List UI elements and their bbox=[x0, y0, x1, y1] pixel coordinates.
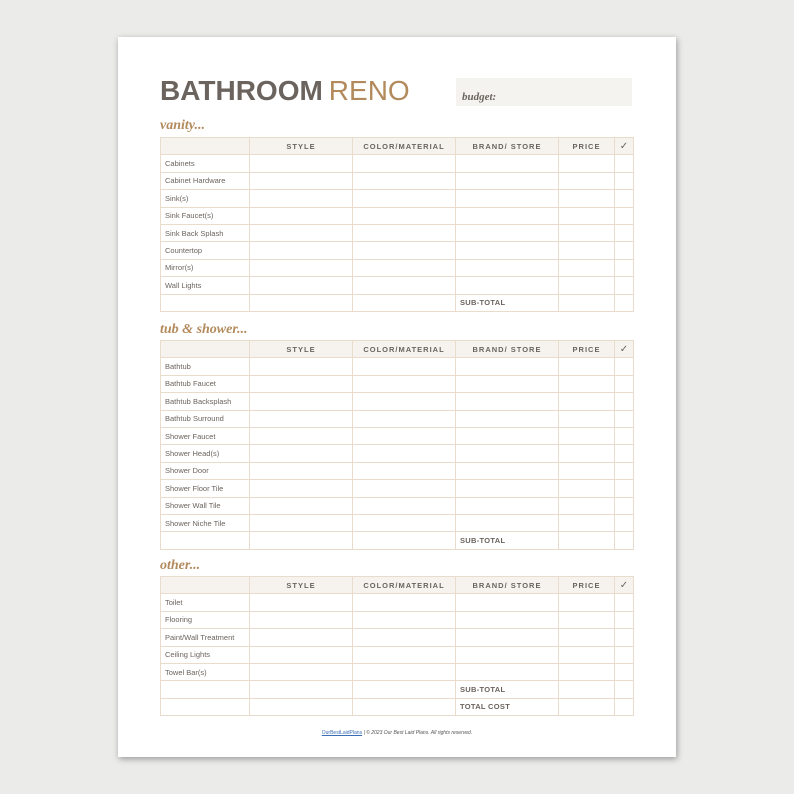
item-label: Countertop bbox=[161, 242, 250, 259]
table-row bbox=[161, 462, 634, 479]
brand-cell[interactable] bbox=[456, 594, 559, 611]
price-cell[interactable] bbox=[559, 480, 615, 497]
brand-cell[interactable] bbox=[456, 259, 559, 276]
header-brand-store: BRAND/ STORE bbox=[456, 577, 559, 594]
table-row bbox=[161, 242, 634, 259]
item-label: Cabinet Hardware bbox=[161, 172, 250, 189]
check-cell[interactable] bbox=[615, 393, 634, 410]
style-cell[interactable] bbox=[250, 462, 353, 479]
brand-cell[interactable] bbox=[456, 427, 559, 444]
price-cell[interactable] bbox=[559, 224, 615, 241]
section-title-tub-shower: tub & shower... bbox=[160, 322, 248, 337]
color-cell[interactable] bbox=[353, 207, 456, 224]
header-style: STYLE bbox=[250, 341, 353, 358]
subtotal-label: SUB-TOTAL bbox=[456, 681, 559, 698]
price-cell[interactable] bbox=[559, 155, 615, 172]
check-cell[interactable] bbox=[615, 514, 634, 531]
title-light: RENO bbox=[328, 75, 410, 106]
item-label: Shower Floor Tile bbox=[161, 480, 250, 497]
check-cell[interactable] bbox=[615, 629, 634, 646]
total-cost-label: TOTAL COST bbox=[456, 698, 559, 715]
header-brand-store: BRAND/ STORE bbox=[456, 138, 559, 155]
brand-cell[interactable] bbox=[456, 155, 559, 172]
color-cell[interactable] bbox=[353, 462, 456, 479]
style-cell[interactable] bbox=[250, 445, 353, 462]
footer-copyright: | © 2023 Our Best Laid Plans. All rights reserved. bbox=[362, 730, 473, 736]
brand-cell[interactable] bbox=[456, 629, 559, 646]
table-vanity bbox=[160, 137, 634, 312]
color-cell[interactable] bbox=[353, 445, 456, 462]
item-label: Shower Niche Tile bbox=[161, 514, 250, 531]
brand-cell[interactable] bbox=[456, 646, 559, 663]
item-label: Sink Faucet(s) bbox=[161, 207, 250, 224]
check-cell[interactable] bbox=[615, 427, 634, 444]
color-cell[interactable] bbox=[353, 646, 456, 663]
check-cell[interactable] bbox=[615, 207, 634, 224]
subtotal-label: SUB-TOTAL bbox=[456, 294, 559, 311]
style-cell[interactable] bbox=[250, 358, 353, 375]
subtotal-row bbox=[161, 294, 634, 311]
table-row bbox=[161, 172, 634, 189]
page-title bbox=[160, 75, 410, 107]
check-cell[interactable] bbox=[615, 259, 634, 276]
style-cell[interactable] bbox=[250, 663, 353, 680]
brand-cell[interactable] bbox=[456, 224, 559, 241]
item-label: Wall Lights bbox=[161, 277, 250, 294]
footer bbox=[118, 730, 676, 736]
table-row bbox=[161, 445, 634, 462]
title-bold: BATHROOM bbox=[160, 75, 323, 106]
header-check-icon: ✓ bbox=[615, 138, 634, 155]
check-cell[interactable] bbox=[615, 681, 634, 698]
table-row bbox=[161, 663, 634, 680]
style-cell[interactable] bbox=[250, 646, 353, 663]
section-title-vanity: vanity... bbox=[160, 118, 205, 133]
header-color-material: COLOR/MATERIAL bbox=[353, 577, 456, 594]
total-price-cell[interactable] bbox=[559, 698, 615, 715]
check-cell[interactable] bbox=[615, 663, 634, 680]
style-cell[interactable] bbox=[250, 277, 353, 294]
color-cell[interactable] bbox=[353, 480, 456, 497]
item-label: Cabinets bbox=[161, 155, 250, 172]
color-cell[interactable] bbox=[353, 224, 456, 241]
item-label: Shower Wall Tile bbox=[161, 497, 250, 514]
header-price: PRICE bbox=[559, 577, 615, 594]
item-label: Sink(s) bbox=[161, 190, 250, 207]
price-cell[interactable] bbox=[559, 172, 615, 189]
price-cell[interactable] bbox=[559, 629, 615, 646]
table-row bbox=[161, 629, 634, 646]
check-cell[interactable] bbox=[615, 358, 634, 375]
style-cell[interactable] bbox=[250, 190, 353, 207]
check-cell[interactable] bbox=[615, 532, 634, 549]
table-row bbox=[161, 393, 634, 410]
subtotal-price-cell[interactable] bbox=[559, 294, 615, 311]
header-price: PRICE bbox=[559, 138, 615, 155]
color-cell[interactable] bbox=[353, 663, 456, 680]
price-cell[interactable] bbox=[559, 375, 615, 392]
brand-cell[interactable] bbox=[456, 497, 559, 514]
color-cell[interactable] bbox=[353, 393, 456, 410]
brand-cell[interactable] bbox=[456, 410, 559, 427]
price-cell[interactable] bbox=[559, 445, 615, 462]
check-cell[interactable] bbox=[615, 190, 634, 207]
check-cell[interactable] bbox=[615, 445, 634, 462]
style-cell[interactable] bbox=[250, 207, 353, 224]
style-cell[interactable] bbox=[250, 594, 353, 611]
table-row bbox=[161, 259, 634, 276]
table-row bbox=[161, 190, 634, 207]
price-cell[interactable] bbox=[559, 207, 615, 224]
brand-cell[interactable] bbox=[456, 445, 559, 462]
check-cell[interactable] bbox=[615, 410, 634, 427]
budget-field[interactable] bbox=[456, 78, 632, 106]
table-row bbox=[161, 224, 634, 241]
header-style: STYLE bbox=[250, 138, 353, 155]
style-cell[interactable] bbox=[250, 514, 353, 531]
check-cell[interactable] bbox=[615, 155, 634, 172]
check-cell[interactable] bbox=[615, 224, 634, 241]
color-cell[interactable] bbox=[353, 611, 456, 628]
color-cell[interactable] bbox=[353, 358, 456, 375]
style-cell[interactable] bbox=[250, 427, 353, 444]
header-brand-store: BRAND/ STORE bbox=[456, 341, 559, 358]
table-header-row bbox=[161, 138, 634, 155]
header-item bbox=[161, 577, 250, 594]
price-cell[interactable] bbox=[559, 410, 615, 427]
header-item bbox=[161, 341, 250, 358]
item-label: Shower Faucet bbox=[161, 427, 250, 444]
item-label: Bathtub Faucet bbox=[161, 375, 250, 392]
item-label: Bathtub Surround bbox=[161, 410, 250, 427]
table-row bbox=[161, 207, 634, 224]
style-cell[interactable] bbox=[250, 480, 353, 497]
check-cell[interactable] bbox=[615, 242, 634, 259]
header-check-icon: ✓ bbox=[615, 577, 634, 594]
item-label: Ceiling Lights bbox=[161, 646, 250, 663]
table-row bbox=[161, 410, 634, 427]
check-cell[interactable] bbox=[615, 594, 634, 611]
color-cell[interactable] bbox=[353, 497, 456, 514]
price-cell[interactable] bbox=[559, 190, 615, 207]
color-cell[interactable] bbox=[353, 259, 456, 276]
budget-label: budget: bbox=[462, 91, 497, 103]
brand-cell[interactable] bbox=[456, 611, 559, 628]
header-color-material: COLOR/MATERIAL bbox=[353, 341, 456, 358]
style-cell[interactable] bbox=[250, 410, 353, 427]
price-cell[interactable] bbox=[559, 514, 615, 531]
brand-cell[interactable] bbox=[456, 172, 559, 189]
color-cell[interactable] bbox=[353, 629, 456, 646]
item-label: Shower Door bbox=[161, 462, 250, 479]
style-cell[interactable] bbox=[250, 497, 353, 514]
subtotal-price-cell[interactable] bbox=[559, 532, 615, 549]
check-cell[interactable] bbox=[615, 480, 634, 497]
brand-cell[interactable] bbox=[456, 462, 559, 479]
check-cell[interactable] bbox=[615, 462, 634, 479]
worksheet-page bbox=[118, 37, 676, 757]
footer-link[interactable]: OurBestLaidPlans bbox=[321, 730, 363, 736]
check-cell[interactable] bbox=[615, 294, 634, 311]
header-price: PRICE bbox=[559, 341, 615, 358]
check-cell[interactable] bbox=[615, 277, 634, 294]
check-cell[interactable] bbox=[615, 611, 634, 628]
subtotal-label: SUB-TOTAL bbox=[456, 532, 559, 549]
table-row bbox=[161, 594, 634, 611]
item-label: Mirror(s) bbox=[161, 259, 250, 276]
check-cell[interactable] bbox=[615, 646, 634, 663]
table-row bbox=[161, 514, 634, 531]
section-title-other: other... bbox=[160, 558, 201, 573]
item-label: Toilet bbox=[161, 594, 250, 611]
total-row bbox=[161, 698, 634, 715]
item-label: Sink Back Splash bbox=[161, 224, 250, 241]
table-row bbox=[161, 427, 634, 444]
style-cell[interactable] bbox=[250, 172, 353, 189]
color-cell[interactable] bbox=[353, 375, 456, 392]
price-cell[interactable] bbox=[559, 462, 615, 479]
table-other bbox=[160, 576, 634, 716]
price-cell[interactable] bbox=[559, 242, 615, 259]
brand-cell[interactable] bbox=[456, 358, 559, 375]
subtotal-row bbox=[161, 532, 634, 549]
style-cell[interactable] bbox=[250, 259, 353, 276]
price-cell[interactable] bbox=[559, 358, 615, 375]
color-cell[interactable] bbox=[353, 155, 456, 172]
table-header-row bbox=[161, 577, 634, 594]
item-label: Towel Bar(s) bbox=[161, 663, 250, 680]
header-color-material: COLOR/MATERIAL bbox=[353, 138, 456, 155]
check-cell[interactable] bbox=[615, 698, 634, 715]
color-cell[interactable] bbox=[353, 172, 456, 189]
item-label: Bathtub bbox=[161, 358, 250, 375]
header-style: STYLE bbox=[250, 577, 353, 594]
header-item bbox=[161, 138, 250, 155]
style-cell[interactable] bbox=[250, 375, 353, 392]
check-cell[interactable] bbox=[615, 172, 634, 189]
brand-cell[interactable] bbox=[456, 480, 559, 497]
subtotal-price-cell[interactable] bbox=[559, 681, 615, 698]
table-row bbox=[161, 375, 634, 392]
brand-cell[interactable] bbox=[456, 242, 559, 259]
color-cell[interactable] bbox=[353, 190, 456, 207]
brand-cell[interactable] bbox=[456, 375, 559, 392]
brand-cell[interactable] bbox=[456, 207, 559, 224]
item-label: Paint/Wall Treatment bbox=[161, 629, 250, 646]
table-row bbox=[161, 358, 634, 375]
price-cell[interactable] bbox=[559, 646, 615, 663]
table-header-row bbox=[161, 341, 634, 358]
style-cell[interactable] bbox=[250, 629, 353, 646]
item-label: Bathtub Backsplash bbox=[161, 393, 250, 410]
color-cell[interactable] bbox=[353, 594, 456, 611]
item-label: Flooring bbox=[161, 611, 250, 628]
color-cell[interactable] bbox=[353, 514, 456, 531]
table-row bbox=[161, 480, 634, 497]
price-cell[interactable] bbox=[559, 427, 615, 444]
price-cell[interactable] bbox=[559, 393, 615, 410]
style-cell[interactable] bbox=[250, 393, 353, 410]
color-cell[interactable] bbox=[353, 242, 456, 259]
color-cell[interactable] bbox=[353, 410, 456, 427]
price-cell[interactable] bbox=[559, 594, 615, 611]
brand-cell[interactable] bbox=[456, 190, 559, 207]
brand-cell[interactable] bbox=[456, 663, 559, 680]
price-cell[interactable] bbox=[559, 277, 615, 294]
table-tub-shower bbox=[160, 340, 634, 550]
brand-cell[interactable] bbox=[456, 514, 559, 531]
check-cell[interactable] bbox=[615, 497, 634, 514]
price-cell[interactable] bbox=[559, 497, 615, 514]
item-label: Shower Head(s) bbox=[161, 445, 250, 462]
color-cell[interactable] bbox=[353, 427, 456, 444]
price-cell[interactable] bbox=[559, 663, 615, 680]
style-cell[interactable] bbox=[250, 611, 353, 628]
table-row bbox=[161, 277, 634, 294]
style-cell[interactable] bbox=[250, 242, 353, 259]
table-row bbox=[161, 611, 634, 628]
style-cell[interactable] bbox=[250, 155, 353, 172]
check-cell[interactable] bbox=[615, 375, 634, 392]
brand-cell[interactable] bbox=[456, 393, 559, 410]
style-cell[interactable] bbox=[250, 224, 353, 241]
brand-cell[interactable] bbox=[456, 277, 559, 294]
subtotal-row bbox=[161, 681, 634, 698]
color-cell[interactable] bbox=[353, 277, 456, 294]
header-check-icon: ✓ bbox=[615, 341, 634, 358]
table-row bbox=[161, 646, 634, 663]
table-row bbox=[161, 155, 634, 172]
price-cell[interactable] bbox=[559, 611, 615, 628]
price-cell[interactable] bbox=[559, 259, 615, 276]
table-row bbox=[161, 497, 634, 514]
